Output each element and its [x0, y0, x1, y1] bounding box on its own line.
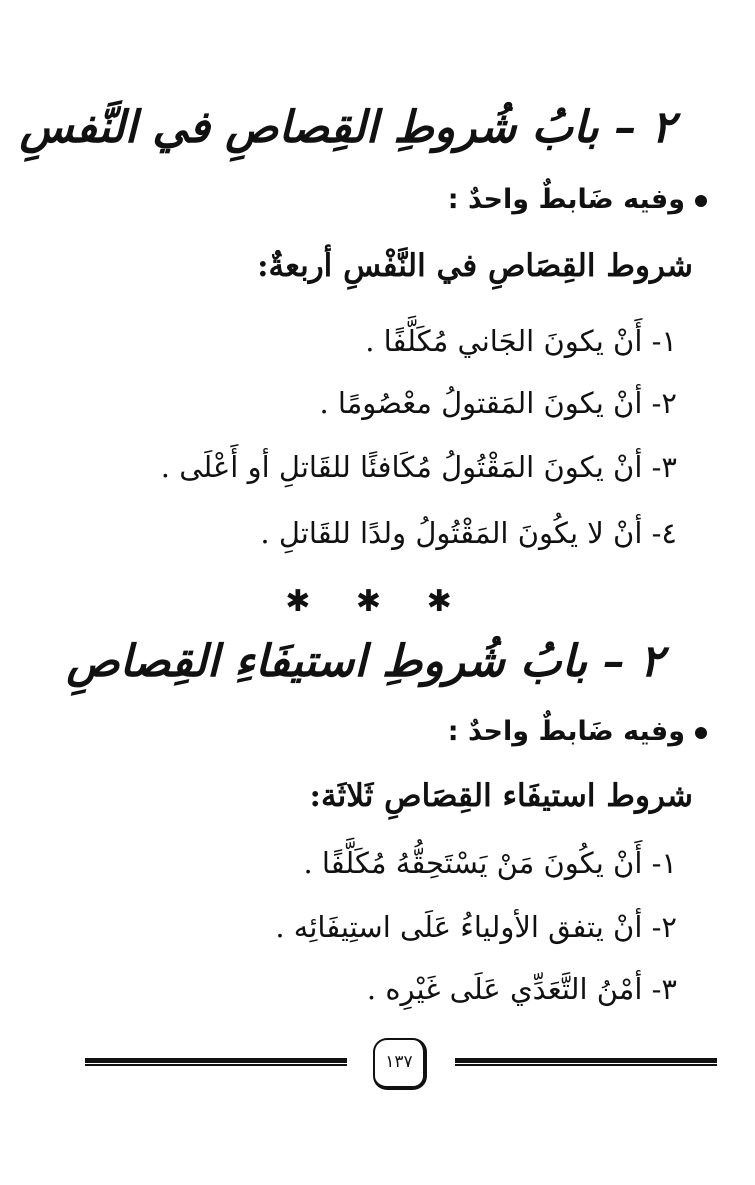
- footer-rule-left: [85, 1058, 347, 1066]
- section-2-item-1: ١- أَنْ يكُونَ مَنْ يَسْتَحِقُّهُ مُكَلَّفًا .: [303, 846, 677, 880]
- section-2-intro: شروط استيفَاء القِصَاصِ ثَلاثَة:: [309, 778, 693, 814]
- section-2-item-2: ٢- أنْ يتفق الأولياءُ عَلَى استِيفَائِه .: [275, 910, 677, 944]
- page-number: ١٣٧: [373, 1038, 427, 1090]
- section-separator: ✱ ✱ ✱: [285, 584, 470, 619]
- section-1-item-2: ٢- أنْ يكونَ المَقتولُ معْصُومًا .: [319, 386, 677, 420]
- section-1-item-4: ٤- أنْ لا يكُونَ المَقْتُولُ ولدًا للقَاتلِ .: [260, 516, 677, 550]
- section-2-heading: ٢ – بابُ شُروطِ استيفَاءِ القِصاصِ: [66, 636, 664, 687]
- section-2-item-3: ٣- أمْنُ التَّعَدِّي عَلَى غَيْرِه .: [366, 972, 677, 1006]
- page-footer: [85, 1038, 717, 1094]
- bullet-dot-icon: [695, 195, 707, 207]
- section-1-rule-note: [448, 180, 707, 220]
- section-1-rule-note-text: وفيه ضَابطٌ واحدٌ :: [447, 184, 685, 215]
- section-2-rule-note: [448, 712, 707, 752]
- section-2-rule-note-text: وفيه ضَابطٌ واحدٌ :: [447, 716, 685, 747]
- section-1-item-3: ٣- أنْ يكونَ المَقْتُولُ مُكَافئًا للقَاتلِ أو أَعْلَى .: [160, 450, 677, 484]
- bullet-dot-icon: [695, 727, 707, 739]
- footer-rule-right: [455, 1058, 717, 1066]
- section-1-intro: شروط القِصَاصِ في النَّفْسِ أربعةٌ:: [257, 248, 693, 284]
- section-1-item-1: ١- أَنْ يكونَ الجَاني مُكَلَّفًا .: [365, 324, 677, 358]
- section-1-heading: ٢ – بابُ شُروطِ القِصاصِ في النَّفسِ: [19, 102, 675, 153]
